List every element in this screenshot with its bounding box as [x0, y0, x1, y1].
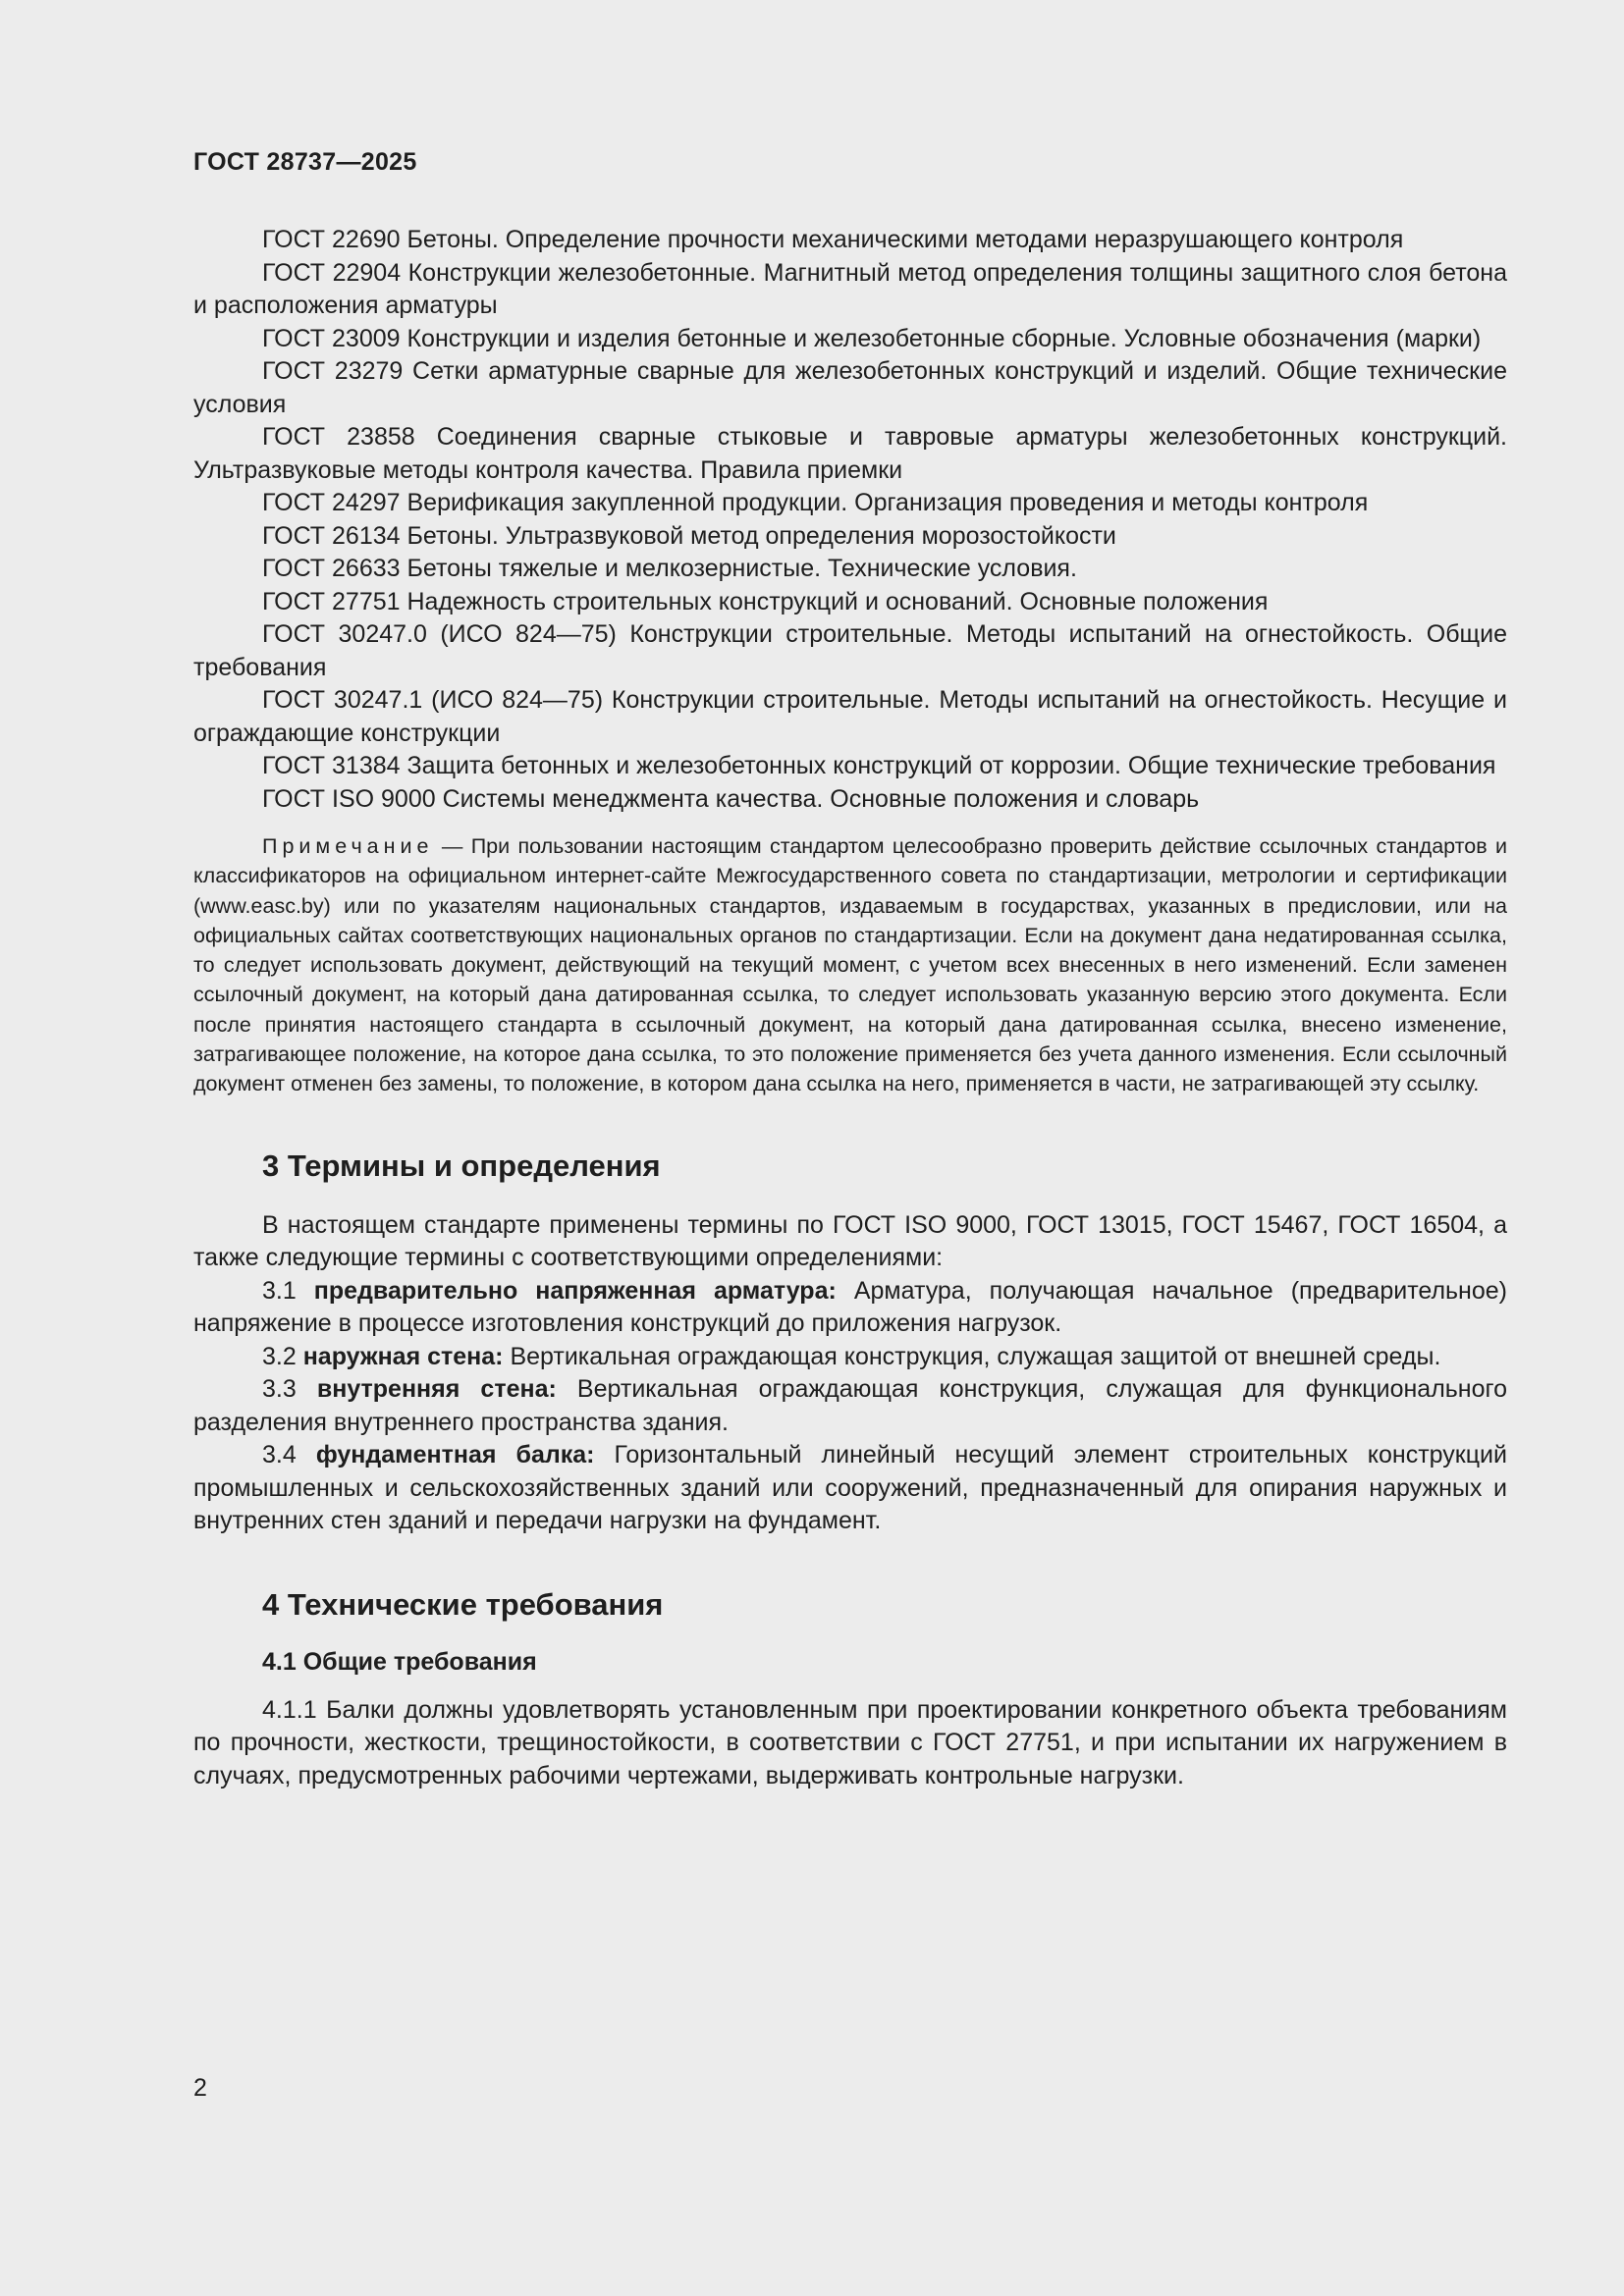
term-3-3: [193, 1373, 1507, 1439]
term-3-4: [193, 1439, 1507, 1538]
subsection-4-1-heading: 4.1 Общие требования: [262, 1647, 537, 1676]
section-3-intro: В настоящем стандарте применены термины по ГОСТ ISO 9000, ГОСТ 13015, ГОСТ 15467, ГОСТ 16504, а также следующие термины с соответствующими определениями:: [193, 1210, 1507, 1272]
term-3-2: [193, 1341, 1507, 1374]
reference-item: ГОСТ 22690 Бетоны. Определение прочности механическими методами неразрушающего контроля: [262, 226, 1404, 253]
term-name: предварительно напряженная арматура:: [313, 1276, 837, 1305]
note-label: Примечание: [262, 834, 434, 858]
term-3-1: [193, 1275, 1507, 1341]
reference-item: ГОСТ 23279 Сетки арматурные сварные для железобетонных конструкций и изделий. Общие технические условия: [193, 357, 1507, 418]
term-name: внутренняя стена:: [316, 1375, 557, 1404]
reference-item: ГОСТ ISO 9000 Системы менеджмента качества. Основные положения и словарь: [262, 784, 1200, 813]
reference-item: ГОСТ 30247.0 (ИСО 824—75) Конструкции строительные. Методы испытаний на огнестойкость. Общие требования: [193, 620, 1507, 681]
term-definition: Вертикальная ограждающая конструкция, служащая для функционального разделения внутреннего пространства здания.: [193, 1375, 1507, 1436]
term-number: 3.1: [262, 1276, 314, 1305]
reference-item: ГОСТ 27751 Надежность строительных конструкций и оснований. Основные положения: [262, 587, 1269, 615]
reference-item: ГОСТ 22904 Конструкции железобетонные. Магнитный метод определения толщины защитного слоя бетона и расположения арматуры: [193, 258, 1507, 319]
term-name: наружная стена:: [302, 1342, 504, 1370]
reference-item: ГОСТ 31384 Защита бетонных и железобетонных конструкций от коррозии. Общие технические требования: [262, 752, 1496, 779]
page-content: [193, 224, 1507, 1792]
term-number: 3.3: [262, 1375, 317, 1404]
reference-item: ГОСТ 26633 Бетоны тяжелые и мелкозернистые. Технические условия.: [262, 555, 1077, 582]
section-4-heading: 4 Технические требования: [262, 1586, 664, 1622]
note-paragraph: [193, 831, 1507, 1099]
clause-4-1-1: 4.1.1 Балки должны удовлетворять установленным при проектировании конкретного объекта требованиям по прочности, жесткости, трещиностойкости, в соответствии с ГОСТ 27751, и при испытании их нагружением в случаях, предусмотренных рабочими чертежами, выдерживать контрольные нагрузки.: [193, 1695, 1507, 1789]
reference-list: [193, 224, 1507, 816]
document-id: ГОСТ 28737—2025: [193, 148, 417, 176]
term-name: фундаментная балка:: [315, 1441, 595, 1469]
page-number: 2: [193, 2074, 207, 2102]
term-definition: Горизонтальный линейный несущий элемент строительных конструкций промышленных и сельскохозяйственных зданий или сооружений, предназначенный для опирания наружных и внутренних стен зданий и передачи нагрузки на фундамент.: [193, 1441, 1507, 1535]
reference-item: ГОСТ 23858 Соединения сварные стыковые и тавровые арматуры железобетонных конструкций. Ультразвуковые методы контроля качества. Правила приемки: [193, 423, 1507, 484]
reference-item: ГОСТ 26134 Бетоны. Ультразвуковой метод определения морозостойкости: [262, 521, 1116, 550]
term-number: 3.4: [262, 1441, 316, 1469]
section-3-heading: 3 Термины и определения: [262, 1148, 661, 1183]
note-text: — При пользовании настоящим стандартом целесообразно проверить действие ссылочных стандартов и классификаторов на официальном интернет-сайте Межгосударственного совета по стандартизации, метрологии и сертификации (www.easc.by) или по указателям национальных стандартов, издаваемым в государствах, указанных в предисловии, или на официальных сайтах соответствующих национальных органов по стандартизации. Если на документ дана недатированная ссылка, то следует использовать документ, действующий на текущий момент, с учетом всех внесенных в него изменений. Если заменен ссылочный документ, на который дана датированная ссылка, то следует использовать указанную версию этого документа. Если после принятия настоящего стандарта в ссылочный документ, на который дана датированная ссылка, внесено изменение, затрагивающее положение, на которое дана ссылка, то это положение применяется без учета данного изменения. Если ссылочный документ отменен без замены, то положение, в котором дана ссылка на него, применяется в части, не затрагивающей эту ссылку.: [193, 834, 1507, 1096]
reference-item: ГОСТ 30247.1 (ИСО 824—75) Конструкции строительные. Методы испытаний на огнестойкость. Несущие и ограждающие конструкции: [193, 686, 1507, 747]
reference-item: ГОСТ 23009 Конструкции и изделия бетонные и железобетонные сборные. Условные обозначения (марки): [262, 324, 1482, 352]
term-definition: Вертикальная ограждающая конструкция, служащая защитой от внешней среды.: [503, 1342, 1441, 1370]
reference-item: ГОСТ 24297 Верификация закупленной продукции. Организация проведения и методы контроля: [262, 489, 1369, 516]
term-definition: Арматура, получающая начальное (предварительное) напряжение в процессе изготовления конструкций до приложения нагрузок.: [193, 1276, 1507, 1338]
term-number: 3.2: [262, 1342, 303, 1370]
